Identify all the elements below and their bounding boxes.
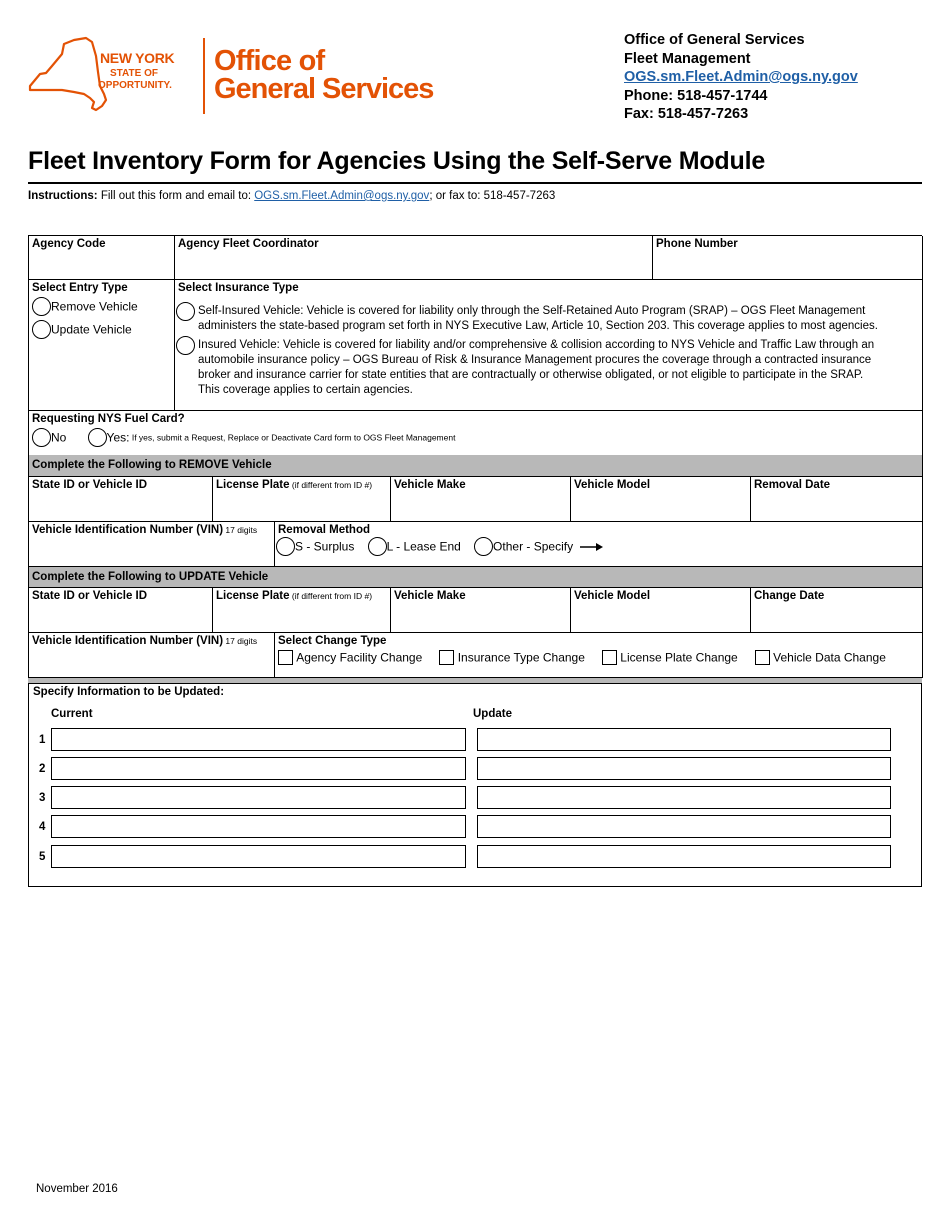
row-number: 2	[39, 763, 46, 775]
instructions	[28, 190, 555, 202]
method-other-radio[interactable]	[474, 537, 493, 556]
footer-date: November 2016	[36, 1183, 118, 1195]
remove-section-band: Complete the Following to REMOVE Vehicle	[29, 455, 923, 477]
update-state-id-label: State ID or Vehicle ID	[32, 590, 148, 602]
agency-code-label: Agency Code	[32, 238, 106, 250]
logo-state-line3: OPPORTUNITY.	[98, 80, 172, 91]
method-lease-radio[interactable]	[368, 537, 387, 556]
method-surplus-radio[interactable]	[276, 537, 295, 556]
fleet-coordinator-label: Agency Fleet Coordinator	[178, 238, 319, 250]
agency-code-field[interactable]	[29, 236, 175, 280]
remove-make-field[interactable]	[391, 477, 571, 522]
update-make-field[interactable]	[391, 588, 571, 633]
header-division: Fleet Management	[624, 50, 751, 67]
change-date-field[interactable]	[751, 588, 923, 633]
header-office: Office of General Services	[624, 32, 805, 48]
remove-model-label: Vehicle Model	[574, 479, 651, 491]
logo-state-line1: NEW YORK	[100, 50, 175, 66]
change-insurance-label: Insurance Type Change	[457, 650, 585, 665]
method-lease-label: L - Lease End	[386, 539, 461, 554]
header-fax: Fax: 518-457-7263	[624, 106, 749, 122]
update-model-label: Vehicle Model	[574, 590, 651, 602]
fuel-card-label: Requesting NYS Fuel Card?	[32, 413, 185, 425]
remove-vehicle-section	[28, 455, 922, 567]
fuel-no-radio[interactable]	[32, 428, 51, 447]
fuel-no-label: No	[51, 430, 67, 445]
change-date-label: Change Date	[754, 590, 825, 602]
remove-vin-field[interactable]	[29, 522, 275, 567]
self-insured-line2: administers the state-based program set forth in NYS Executive Law, Article 10, Section 203. This coverage applies to most agencies.	[198, 320, 878, 332]
entry-remove-option[interactable]	[32, 297, 171, 316]
update-input[interactable]	[477, 728, 891, 751]
remove-license-note: (if different from ID #)	[289, 480, 373, 490]
update-column-label: Update	[473, 708, 512, 720]
remove-vin-label: Vehicle Identification Number (VIN)	[32, 524, 224, 536]
update-model-field[interactable]	[571, 588, 751, 633]
update-make-label: Vehicle Make	[394, 590, 466, 602]
change-plate-label: License Plate Change	[620, 650, 738, 665]
remove-state-id-field[interactable]	[29, 477, 213, 522]
insured-line2: automobile insurance policy – OGS Bureau of Risk & Insurance Management procures the coverage through a contracted insurance	[198, 354, 872, 366]
update-state-id-field[interactable]	[29, 588, 213, 633]
row-number: 3	[39, 792, 46, 804]
instructions-text-after: ; or fax to: 518-457-7263	[429, 190, 556, 202]
change-plate-checkbox[interactable]	[602, 650, 617, 665]
general-info-table	[28, 235, 922, 455]
current-input[interactable]	[51, 845, 466, 868]
entry-remove-label: Remove Vehicle	[51, 299, 138, 314]
current-input[interactable]	[51, 728, 466, 751]
header-email-link[interactable]: OGS.sm.Fleet.Admin@ogs.ny.gov	[624, 69, 858, 85]
nys-logo	[26, 36, 456, 118]
fuel-yes-label: Yes:	[106, 430, 130, 445]
entry-type-label: Select Entry Type	[32, 282, 128, 294]
update-vin-label: Vehicle Identification Number (VIN)	[32, 635, 224, 647]
method-surplus-label: S - Surplus	[295, 539, 355, 554]
change-type-cell	[275, 633, 923, 678]
remove-make-label: Vehicle Make	[394, 479, 466, 491]
change-type-label: Select Change Type	[278, 635, 387, 647]
change-facility-checkbox[interactable]	[278, 650, 293, 665]
phone-number-label: Phone Number	[656, 238, 738, 250]
self-insured-text	[198, 304, 878, 334]
header-phone: Phone: 518-457-1744	[624, 87, 768, 104]
removal-method-cell	[275, 522, 923, 567]
change-facility-label: Agency Facility Change	[296, 650, 423, 665]
update-license-plate-label: License Plate	[216, 590, 290, 602]
remove-state-id-label: State ID or Vehicle ID	[32, 479, 148, 491]
removal-date-field[interactable]	[751, 477, 923, 522]
update-license-note: (if different from ID #)	[289, 591, 373, 601]
row-number: 5	[39, 851, 46, 863]
update-vin-field[interactable]	[29, 633, 275, 678]
instructions-text-before: Fill out this form and email to:	[97, 190, 255, 202]
removal-date-label: Removal Date	[754, 479, 831, 491]
change-data-label: Vehicle Data Change	[773, 650, 886, 665]
insured-line3: broker and insurance carrier for state entities that are contractually or otherwise obligated, or not eligible to participate in the SRAP.	[198, 369, 864, 381]
instructions-label: Instructions:	[28, 190, 98, 202]
entry-update-radio[interactable]	[32, 320, 51, 339]
remove-model-field[interactable]	[571, 477, 751, 522]
update-input[interactable]	[477, 845, 891, 868]
arrow-right-icon	[580, 542, 604, 552]
update-input[interactable]	[477, 786, 891, 809]
insured-line4: This coverage applies to certain agencies.	[198, 384, 413, 396]
fleet-coordinator-field[interactable]	[175, 236, 653, 280]
method-other-label: Other - Specify	[493, 539, 574, 554]
removal-method-label: Removal Method	[278, 524, 371, 536]
update-vehicle-section	[28, 567, 922, 678]
instructions-email-link[interactable]: OGS.sm.Fleet.Admin@ogs.ny.gov	[254, 190, 430, 202]
fuel-card-cell	[29, 411, 923, 456]
update-vin-note: 17 digits	[223, 636, 258, 646]
entry-remove-radio[interactable]	[32, 297, 51, 316]
self-insured-line1: Self-Insured Vehicle: Vehicle is covered for liability only through the Self-Retained Auto Program (SRAP) – OGS Fleet Management	[198, 305, 866, 317]
self-insured-radio[interactable]	[176, 302, 195, 321]
current-input[interactable]	[51, 815, 466, 838]
insured-text	[198, 338, 874, 398]
insured-line1: Insured Vehicle: Vehicle is covered for liability and/or comprehensive & collision according to NYS Vehicle and Traffic Law through an	[198, 339, 875, 351]
row-number: 4	[39, 821, 46, 833]
title-rule	[28, 182, 922, 184]
update-input[interactable]	[477, 757, 891, 780]
logo-state-line2: STATE OF	[110, 68, 158, 79]
insured-radio[interactable]	[176, 336, 195, 355]
entry-update-label: Update Vehicle	[51, 322, 132, 337]
remove-license-plate-field[interactable]	[213, 477, 391, 522]
update-license-plate-field[interactable]	[213, 588, 391, 633]
change-data-checkbox[interactable]	[755, 650, 770, 665]
entry-update-option[interactable]	[32, 320, 171, 339]
logo-divider	[203, 38, 205, 114]
fuel-yes-note: If yes, submit a Request, Replace or Deactivate Card form to OGS Fleet Management	[129, 432, 456, 443]
fuel-yes-radio[interactable]	[88, 428, 107, 447]
header-contact	[624, 31, 858, 124]
logo-office-line1: Office of	[214, 45, 325, 77]
entry-type-cell	[29, 280, 175, 411]
current-column-label: Current	[51, 708, 93, 720]
update-section-band: Complete the Following to UPDATE Vehicle	[29, 567, 923, 588]
page-title: Fleet Inventory Form for Agencies Using the Self-Serve Module	[28, 147, 766, 175]
remove-vin-note: 17 digits	[223, 525, 258, 535]
insurance-type-label: Select Insurance Type	[178, 282, 299, 294]
update-input[interactable]	[477, 815, 891, 838]
current-input[interactable]	[51, 757, 466, 780]
logo-office-line2: General Services	[214, 73, 434, 105]
specify-label: Specify Information to be Updated:	[33, 686, 225, 698]
row-number: 1	[39, 734, 46, 746]
remove-license-plate-label: License Plate	[216, 479, 290, 491]
phone-number-field[interactable]	[653, 236, 923, 280]
current-input[interactable]	[51, 786, 466, 809]
change-insurance-checkbox[interactable]	[439, 650, 454, 665]
